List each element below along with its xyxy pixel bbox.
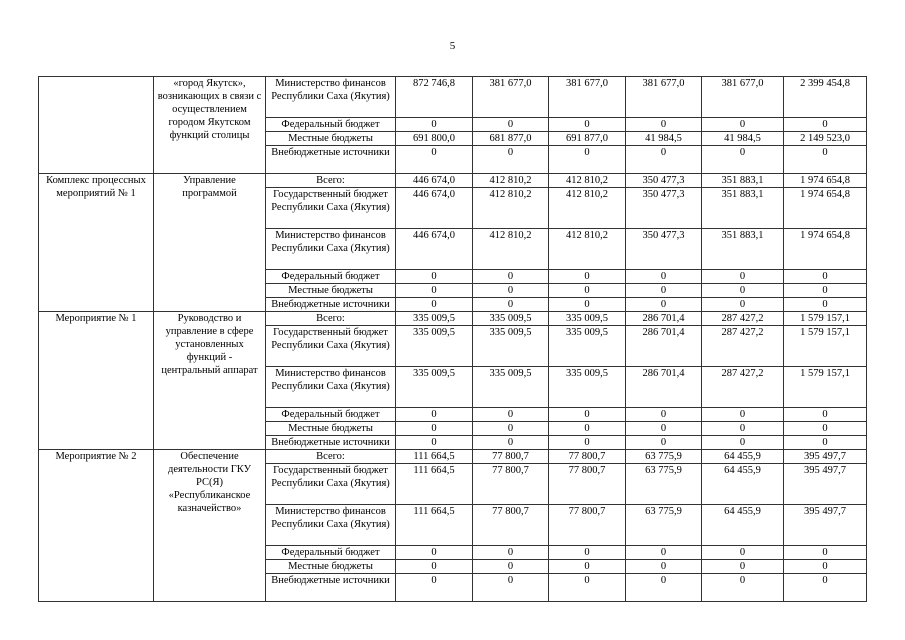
- value-cell: 41 984,5: [702, 132, 784, 146]
- value-cell: 691 800,0: [396, 132, 473, 146]
- value-cell: 1 974 654,8: [784, 229, 867, 270]
- value-cell: 63 775,9: [626, 450, 702, 464]
- value-cell: 0: [473, 284, 549, 298]
- value-cell: 381 677,0: [473, 77, 549, 118]
- value-cell: 0: [549, 422, 626, 436]
- value-cell: 0: [702, 118, 784, 132]
- value-cell: 0: [626, 298, 702, 312]
- value-cell: 0: [549, 118, 626, 132]
- value-cell: 0: [626, 270, 702, 284]
- value-cell: 335 009,5: [473, 312, 549, 326]
- funding-source-cell: Внебюджетные источники: [266, 574, 396, 602]
- value-cell: 0: [626, 560, 702, 574]
- value-cell: 0: [549, 546, 626, 560]
- value-cell: 0: [396, 284, 473, 298]
- value-cell: 286 701,4: [626, 367, 702, 408]
- funding-source-cell: Местные бюджеты: [266, 284, 396, 298]
- funding-source-cell: Всего:: [266, 450, 396, 464]
- value-cell: 0: [473, 422, 549, 436]
- value-cell: 0: [626, 436, 702, 450]
- value-cell: 0: [549, 408, 626, 422]
- block-name-cell: Мероприятие № 2: [39, 450, 154, 602]
- funding-source-cell: Министерство финансов Республики Саха (Якутия): [266, 505, 396, 546]
- value-cell: 0: [702, 146, 784, 174]
- funding-source-cell: Всего:: [266, 174, 396, 188]
- table-row: [39, 174, 867, 188]
- table-row: [39, 450, 867, 464]
- value-cell: 1 579 157,1: [784, 326, 867, 367]
- block-name-cell: [39, 77, 154, 174]
- value-cell: 0: [702, 284, 784, 298]
- value-cell: 446 674,0: [396, 188, 473, 229]
- value-cell: 0: [549, 574, 626, 602]
- value-cell: 41 984,5: [626, 132, 702, 146]
- block-name-cell: Комплекс процессных мероприятий № 1: [39, 174, 154, 312]
- value-cell: 335 009,5: [473, 326, 549, 367]
- value-cell: 350 477,3: [626, 188, 702, 229]
- value-cell: 395 497,7: [784, 464, 867, 505]
- block-description-cell: «город Якутск», возникающих в связи с осуществлением городом Якутском функций столицы: [154, 77, 266, 174]
- value-cell: 0: [549, 560, 626, 574]
- budget-table: [38, 76, 867, 602]
- funding-source-cell: Государственный бюджет Республики Саха (Якутия): [266, 464, 396, 505]
- funding-source-cell: Внебюджетные источники: [266, 146, 396, 174]
- value-cell: 0: [473, 146, 549, 174]
- value-cell: 287 427,2: [702, 312, 784, 326]
- value-cell: 0: [702, 574, 784, 602]
- value-cell: 0: [396, 436, 473, 450]
- value-cell: 395 497,7: [784, 450, 867, 464]
- value-cell: 412 810,2: [549, 174, 626, 188]
- value-cell: 0: [396, 574, 473, 602]
- value-cell: 335 009,5: [396, 367, 473, 408]
- value-cell: 1 579 157,1: [784, 367, 867, 408]
- value-cell: 381 677,0: [702, 77, 784, 118]
- value-cell: 0: [473, 270, 549, 284]
- value-cell: 335 009,5: [396, 326, 473, 367]
- value-cell: 0: [396, 118, 473, 132]
- value-cell: 335 009,5: [549, 312, 626, 326]
- value-cell: 681 877,0: [473, 132, 549, 146]
- value-cell: 412 810,2: [473, 188, 549, 229]
- value-cell: 0: [396, 298, 473, 312]
- table-row: [39, 312, 867, 326]
- value-cell: 0: [784, 284, 867, 298]
- value-cell: 691 877,0: [549, 132, 626, 146]
- funding-source-cell: Государственный бюджет Республики Саха (Якутия): [266, 188, 396, 229]
- value-cell: 0: [549, 284, 626, 298]
- value-cell: 111 664,5: [396, 505, 473, 546]
- value-cell: 0: [626, 118, 702, 132]
- funding-source-cell: Местные бюджеты: [266, 560, 396, 574]
- funding-source-cell: Местные бюджеты: [266, 132, 396, 146]
- value-cell: 0: [473, 118, 549, 132]
- value-cell: 77 800,7: [549, 505, 626, 546]
- value-cell: 0: [473, 298, 549, 312]
- value-cell: 0: [784, 408, 867, 422]
- value-cell: 0: [626, 146, 702, 174]
- value-cell: 287 427,2: [702, 367, 784, 408]
- value-cell: 0: [396, 146, 473, 174]
- value-cell: 0: [784, 574, 867, 602]
- value-cell: 351 883,1: [702, 174, 784, 188]
- value-cell: 0: [396, 560, 473, 574]
- value-cell: 0: [626, 408, 702, 422]
- value-cell: 0: [473, 574, 549, 602]
- value-cell: 77 800,7: [549, 464, 626, 505]
- value-cell: 64 455,9: [702, 450, 784, 464]
- value-cell: 286 701,4: [626, 326, 702, 367]
- value-cell: 77 800,7: [473, 450, 549, 464]
- value-cell: 0: [473, 436, 549, 450]
- value-cell: 1 579 157,1: [784, 312, 867, 326]
- funding-source-cell: Федеральный бюджет: [266, 546, 396, 560]
- funding-source-cell: Министерство финансов Республики Саха (Якутия): [266, 367, 396, 408]
- value-cell: 0: [784, 298, 867, 312]
- value-cell: 0: [784, 146, 867, 174]
- value-cell: 0: [549, 146, 626, 174]
- page-number: 5: [449, 40, 456, 52]
- value-cell: 64 455,9: [702, 505, 784, 546]
- value-cell: 412 810,2: [549, 229, 626, 270]
- budget-table-body: [39, 77, 867, 602]
- value-cell: 0: [702, 408, 784, 422]
- value-cell: 286 701,4: [626, 312, 702, 326]
- value-cell: 63 775,9: [626, 505, 702, 546]
- value-cell: 0: [702, 270, 784, 284]
- funding-source-cell: Государственный бюджет Республики Саха (Якутия): [266, 326, 396, 367]
- funding-source-cell: Местные бюджеты: [266, 422, 396, 436]
- value-cell: 412 810,2: [473, 229, 549, 270]
- value-cell: 0: [396, 270, 473, 284]
- value-cell: 111 664,5: [396, 450, 473, 464]
- value-cell: 335 009,5: [396, 312, 473, 326]
- value-cell: 0: [473, 408, 549, 422]
- value-cell: 0: [626, 422, 702, 436]
- funding-source-cell: Внебюджетные источники: [266, 298, 396, 312]
- value-cell: 111 664,5: [396, 464, 473, 505]
- value-cell: 0: [626, 546, 702, 560]
- value-cell: 1 974 654,8: [784, 174, 867, 188]
- funding-source-cell: Всего:: [266, 312, 396, 326]
- value-cell: 0: [702, 546, 784, 560]
- block-description-cell: Обеспечение деятельности ГКУ РС(Я) «Республиканское казначейство»: [154, 450, 266, 602]
- value-cell: 0: [626, 574, 702, 602]
- block-description-cell: Руководство и управление в сфере установленных функций - центральный аппарат: [154, 312, 266, 450]
- value-cell: 0: [702, 436, 784, 450]
- value-cell: 0: [396, 408, 473, 422]
- value-cell: 77 800,7: [473, 505, 549, 546]
- funding-source-cell: Министерство финансов Республики Саха (Якутия): [266, 77, 396, 118]
- value-cell: 2 399 454,8: [784, 77, 867, 118]
- value-cell: 446 674,0: [396, 229, 473, 270]
- value-cell: 1 974 654,8: [784, 188, 867, 229]
- value-cell: 350 477,3: [626, 174, 702, 188]
- table-row: [39, 77, 867, 118]
- value-cell: 335 009,5: [549, 367, 626, 408]
- value-cell: 412 810,2: [473, 174, 549, 188]
- value-cell: 0: [784, 546, 867, 560]
- value-cell: 63 775,9: [626, 464, 702, 505]
- funding-source-cell: Федеральный бюджет: [266, 408, 396, 422]
- value-cell: 0: [702, 560, 784, 574]
- value-cell: 335 009,5: [549, 326, 626, 367]
- value-cell: 351 883,1: [702, 229, 784, 270]
- value-cell: 64 455,9: [702, 464, 784, 505]
- value-cell: 0: [702, 298, 784, 312]
- block-name-cell: Мероприятие № 1: [39, 312, 154, 450]
- block-description-cell: Управление программой: [154, 174, 266, 312]
- value-cell: 0: [784, 270, 867, 284]
- value-cell: 0: [396, 546, 473, 560]
- value-cell: 0: [473, 560, 549, 574]
- value-cell: 0: [549, 436, 626, 450]
- value-cell: 0: [396, 422, 473, 436]
- value-cell: 287 427,2: [702, 326, 784, 367]
- funding-source-cell: Федеральный бюджет: [266, 118, 396, 132]
- value-cell: 0: [784, 118, 867, 132]
- value-cell: 381 677,0: [549, 77, 626, 118]
- value-cell: 0: [549, 298, 626, 312]
- value-cell: 395 497,7: [784, 505, 867, 546]
- value-cell: 0: [626, 284, 702, 298]
- value-cell: 446 674,0: [396, 174, 473, 188]
- value-cell: 0: [784, 422, 867, 436]
- value-cell: 0: [473, 546, 549, 560]
- value-cell: 412 810,2: [549, 188, 626, 229]
- value-cell: 381 677,0: [626, 77, 702, 118]
- funding-source-cell: Внебюджетные источники: [266, 436, 396, 450]
- value-cell: 0: [702, 422, 784, 436]
- value-cell: 350 477,3: [626, 229, 702, 270]
- value-cell: 77 800,7: [473, 464, 549, 505]
- value-cell: 0: [549, 270, 626, 284]
- value-cell: 0: [784, 436, 867, 450]
- value-cell: 351 883,1: [702, 188, 784, 229]
- value-cell: 2 149 523,0: [784, 132, 867, 146]
- value-cell: 0: [784, 560, 867, 574]
- funding-source-cell: Федеральный бюджет: [266, 270, 396, 284]
- funding-source-cell: Министерство финансов Республики Саха (Якутия): [266, 229, 396, 270]
- value-cell: 872 746,8: [396, 77, 473, 118]
- value-cell: 77 800,7: [549, 450, 626, 464]
- value-cell: 335 009,5: [473, 367, 549, 408]
